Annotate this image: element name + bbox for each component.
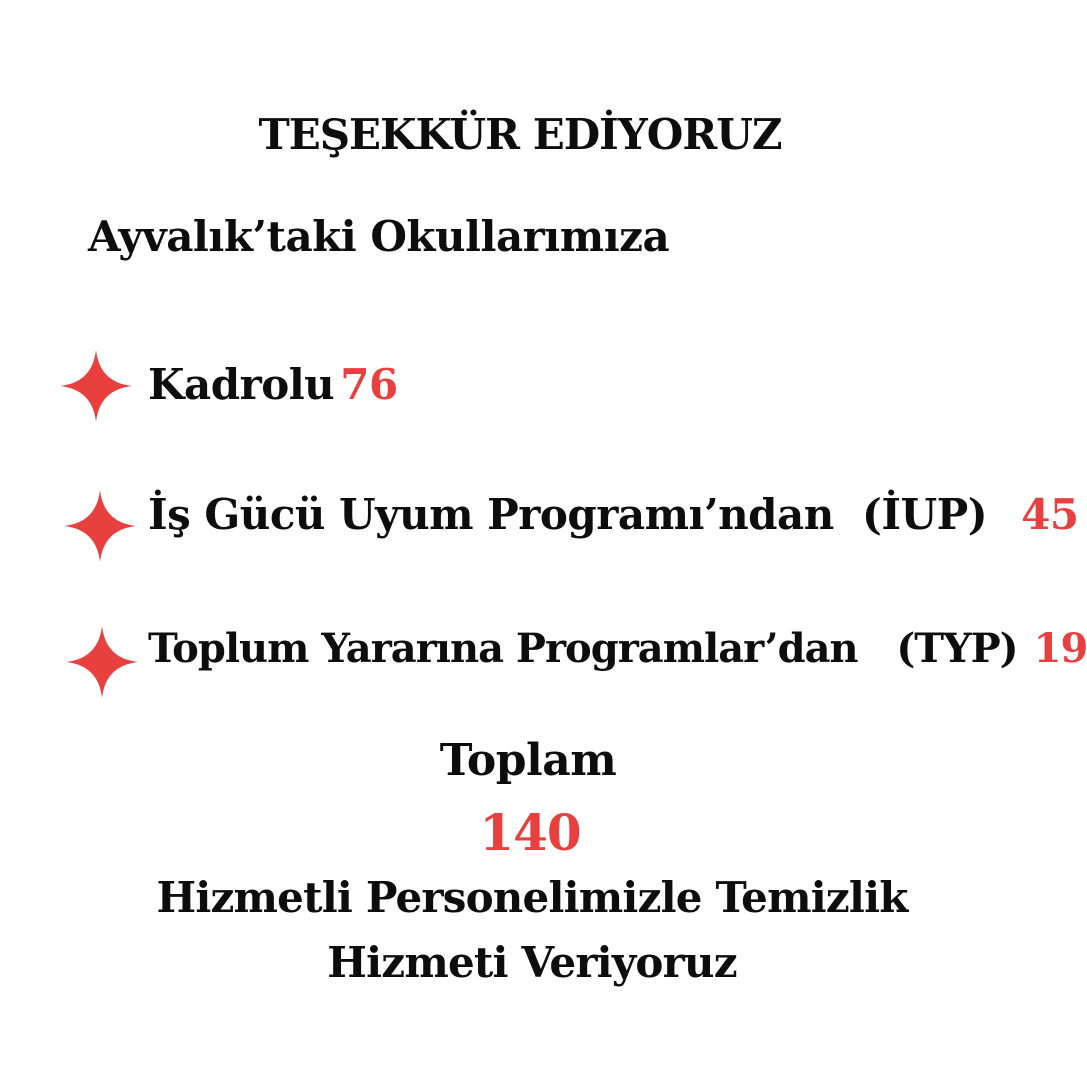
four-point-star-icon	[60, 350, 132, 422]
item-label: Kadrolu	[148, 360, 335, 409]
total-value: 140	[479, 803, 581, 862]
item-count: 76	[340, 360, 398, 409]
list-item-typ	[148, 625, 1087, 672]
item-count: 45	[1021, 490, 1079, 539]
closing-line-1: Hizmetli Personelimizle Temizlik	[156, 873, 908, 922]
total-label: Toplam	[439, 735, 617, 786]
page-title: TEŞEKKÜR EDİYORUZ	[258, 110, 782, 159]
four-point-star-icon	[66, 626, 138, 698]
item-label: İş Gücü Uyum Programı’ndan (İUP)	[148, 490, 988, 539]
list-item-iup	[148, 490, 1079, 539]
item-label: Toplum Yararına Programlar’dan (TYP)	[148, 625, 1018, 672]
four-point-star-icon	[64, 490, 136, 562]
list-item-kadrolu	[148, 360, 398, 409]
item-count: 19	[1033, 625, 1087, 672]
closing-line-2: Hizmeti Veriyoruz	[327, 938, 737, 987]
subtitle: Ayvalık’taki Okullarımıza	[88, 212, 670, 261]
